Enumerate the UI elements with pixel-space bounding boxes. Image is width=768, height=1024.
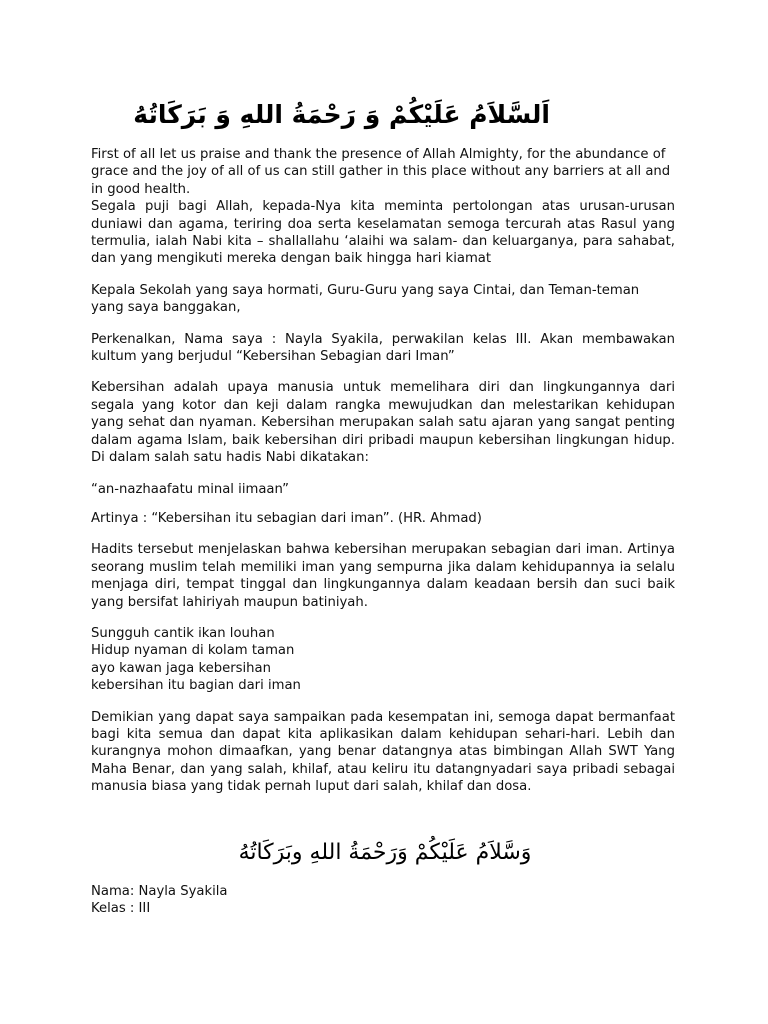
signature-class: Kelas : III xyxy=(91,901,151,917)
paragraph-cleanliness: Kebersihan adalah upaya manusia untuk memelihara diri dan lingkungannya dari segala yang kotor dan keji dalam rangka mewujudkan dan melestarikan kehidupan yang sehat dan nyaman. Kebersihan merupakan salah satu ajaran yang sangat penting dalam agama Islam, baik kebersihan diri pribadi maupun kebersihan lingkungan hidup. Di dalam salah satu hadis Nabi dikatakan: xyxy=(91,380,675,466)
hadith-meaning: Artinya : “Kebersihan itu sebagian dari iman”. (HR. Ahmad) xyxy=(91,510,482,526)
introduction: Perkenalkan, Nama saya : Nayla Syakila, perwakilan kelas III. Akan membawakan kultum yang berjudul “Kebersihan Sebagian dari Iman” xyxy=(91,331,675,365)
paragraph-explanation: Hadits tersebut menjelaskan bahwa kebersihan merupakan sebagian dari iman. Artinya seorang muslim telah memiliki iman yang sempurna jika dalam kehidupannya ia selalu menjaga diri, tempat tinggal dan lingkungannya dalam keadaan bersih dan suci baik yang bersifat lahiriyah maupun batiniyah. xyxy=(91,542,675,610)
speech-body xyxy=(91,146,675,796)
signature xyxy=(91,883,675,918)
poem-line: ayo kawan jaga kebersihan xyxy=(91,660,271,676)
intro-indonesian: Segala puji bagi Allah, kepada-Nya kita meminta pertolongan atas urusan-urusan duniawi dan agama, teriring doa serta keselamatan semoga tercurah atas Rasul yang termulia, ialah Nabi kita – shallallahu ‘alaihi wa salam- dan keluarganya, para sahabat, dan yang mengikuti mereka dengan baik hingga hari kiamat xyxy=(91,199,675,267)
arabic-greeting-opening: اَلسَّلاَمُ عَلَيْكُمْ وَ رَحْمَةُ اللهِ وَ بَرَكَاتُهُ xyxy=(133,100,550,129)
hadith-quote: “an-nazhaafatu minal iimaan” xyxy=(91,481,289,497)
poem-line: Hidup nyaman di kolam taman xyxy=(91,643,295,659)
salutation: Kepala Sekolah yang saya hormati, Guru-Guru yang saya Cintai, dan Teman-teman yang saya banggakan, xyxy=(91,282,640,316)
signature-name: Nama: Nayla Syakila xyxy=(91,884,228,899)
poem-line: kebersihan itu bagian dari iman xyxy=(91,678,301,694)
poem-line: Sungguh cantik ikan louhan xyxy=(91,625,275,641)
poem xyxy=(91,625,675,695)
closing-paragraph: Demikian yang dapat saya sampaikan pada kesempatan ini, semoga dapat bermanfaat bagi kita semua dan dapat kita aplikasikan dalam kehidupan sehari-hari. Lebih dan kurangnya mohon dimaafkan, yang benar datangnya atas bimbingan Allah SWT Yang Maha Benar, dan yang salah, khilaf, atau keliru itu datangnyadari saya pribadi sebagai manusia biasa yang tidak pernah luput dari salah, khilaf dan dosa. xyxy=(91,709,675,795)
arabic-greeting-closing: وَسَّلاَمُ عَلَيْكُمْ وَرَحْمَةُ اللهِ وبَرَكَاتُهُ xyxy=(238,840,532,865)
intro-english: First of all let us praise and thank the presence of Allah Almighty, for the abundance of grace and the joy of all of us can still gather in this place without any barriers at all and in good health. xyxy=(91,147,671,197)
